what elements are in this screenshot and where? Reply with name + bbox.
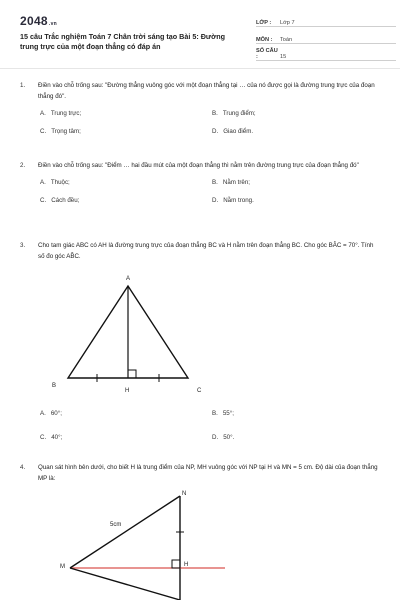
option-c[interactable]: C. Cách đều; [40, 197, 80, 204]
right-angle-mark [128, 370, 136, 378]
option-a[interactable]: A. Trung trực; [40, 110, 82, 117]
label-h: H [184, 562, 189, 568]
option-c[interactable]: C. Trọng tâm; [40, 128, 81, 135]
meta-row-subject [256, 31, 396, 44]
meta-row-class [256, 14, 396, 27]
option-a[interactable]: A. Thuộc; [40, 179, 70, 186]
option-b[interactable]: B. Nằm trên; [212, 179, 251, 186]
document-header [20, 14, 382, 64]
question-text: Quan sát hình bên dưới, cho biết H là trung điểm của NP, MH vuông góc với NP tại H và MN = 5 cm. Độ dài của đoạn thẳng MP là: [38, 464, 378, 482]
label-b: B [52, 383, 57, 389]
option-d[interactable]: D. Nằm trong. [212, 197, 254, 204]
label-n: N [182, 491, 187, 497]
question-number: 1. [20, 82, 26, 89]
question-2 [20, 160, 380, 204]
document-meta [256, 14, 396, 65]
meta-row-count [256, 48, 396, 61]
option-b[interactable]: B. Trung điểm; [212, 110, 256, 117]
question-number: 2. [20, 162, 26, 169]
segment-mp [70, 568, 180, 600]
question-text: Cho tam giác ABC có AH là đường trung trực của đoạn thẳng BC và H nằm trên đoạn thẳng BC. Cho góc BÂC = 70°. Tính số đo góc AB̂C. [38, 242, 374, 260]
site-logo[interactable]: 2048.vn [20, 14, 58, 28]
question-number: 3. [20, 242, 26, 249]
right-angle-mark [172, 560, 180, 568]
label-m: M [60, 564, 65, 570]
question-4 [20, 462, 380, 484]
length-label: 5cm [110, 522, 122, 528]
meta-value: Toán [280, 37, 293, 43]
option-d[interactable]: D. Giao điểm. [212, 128, 254, 135]
question-text: Điền vào chỗ trống sau: "Điểm … hai đầu mút của một đoạn thẳng thì nằm trên đường trung trực của đoạn thẳng đó" [38, 162, 359, 169]
question-options [40, 177, 380, 204]
question-options [40, 408, 380, 441]
meta-value: 15 [280, 54, 287, 60]
perpendicular-figure [40, 488, 240, 600]
label-c: C [197, 388, 202, 394]
meta-key: LỚP : [256, 20, 272, 26]
meta-key: MÔN : [256, 37, 273, 43]
question-options [40, 108, 380, 135]
triangle-figure [40, 268, 240, 404]
question-number: 4. [20, 464, 26, 471]
question-1 [20, 80, 380, 135]
label-h: H [125, 388, 130, 394]
question-text: Điền vào chỗ trống sau: "Đường thẳng vuông góc với một đoạn thẳng tại … của nó được gọi là đường trung trực của đoạn thẳng đó". [38, 82, 375, 100]
segment-mn [70, 496, 180, 568]
question-3 [20, 240, 380, 262]
header-divider [0, 68, 400, 69]
option-c[interactable]: C. 40°; [40, 434, 63, 441]
label-a: A [126, 276, 131, 282]
question-3-options [20, 408, 380, 441]
option-b[interactable]: B. 55°; [212, 410, 234, 417]
meta-value: Lớp 7 [280, 20, 295, 26]
meta-key: SỐ CÂU : [256, 48, 278, 60]
document-title: 15 câu Trắc nghiệm Toán 7 Chân trời sáng tạo Bài 5: Đường trung trực của một đoạn thẳng có đáp án [20, 32, 226, 51]
option-d[interactable]: D. 50°. [212, 434, 235, 441]
option-a[interactable]: A. 60°; [40, 410, 62, 417]
